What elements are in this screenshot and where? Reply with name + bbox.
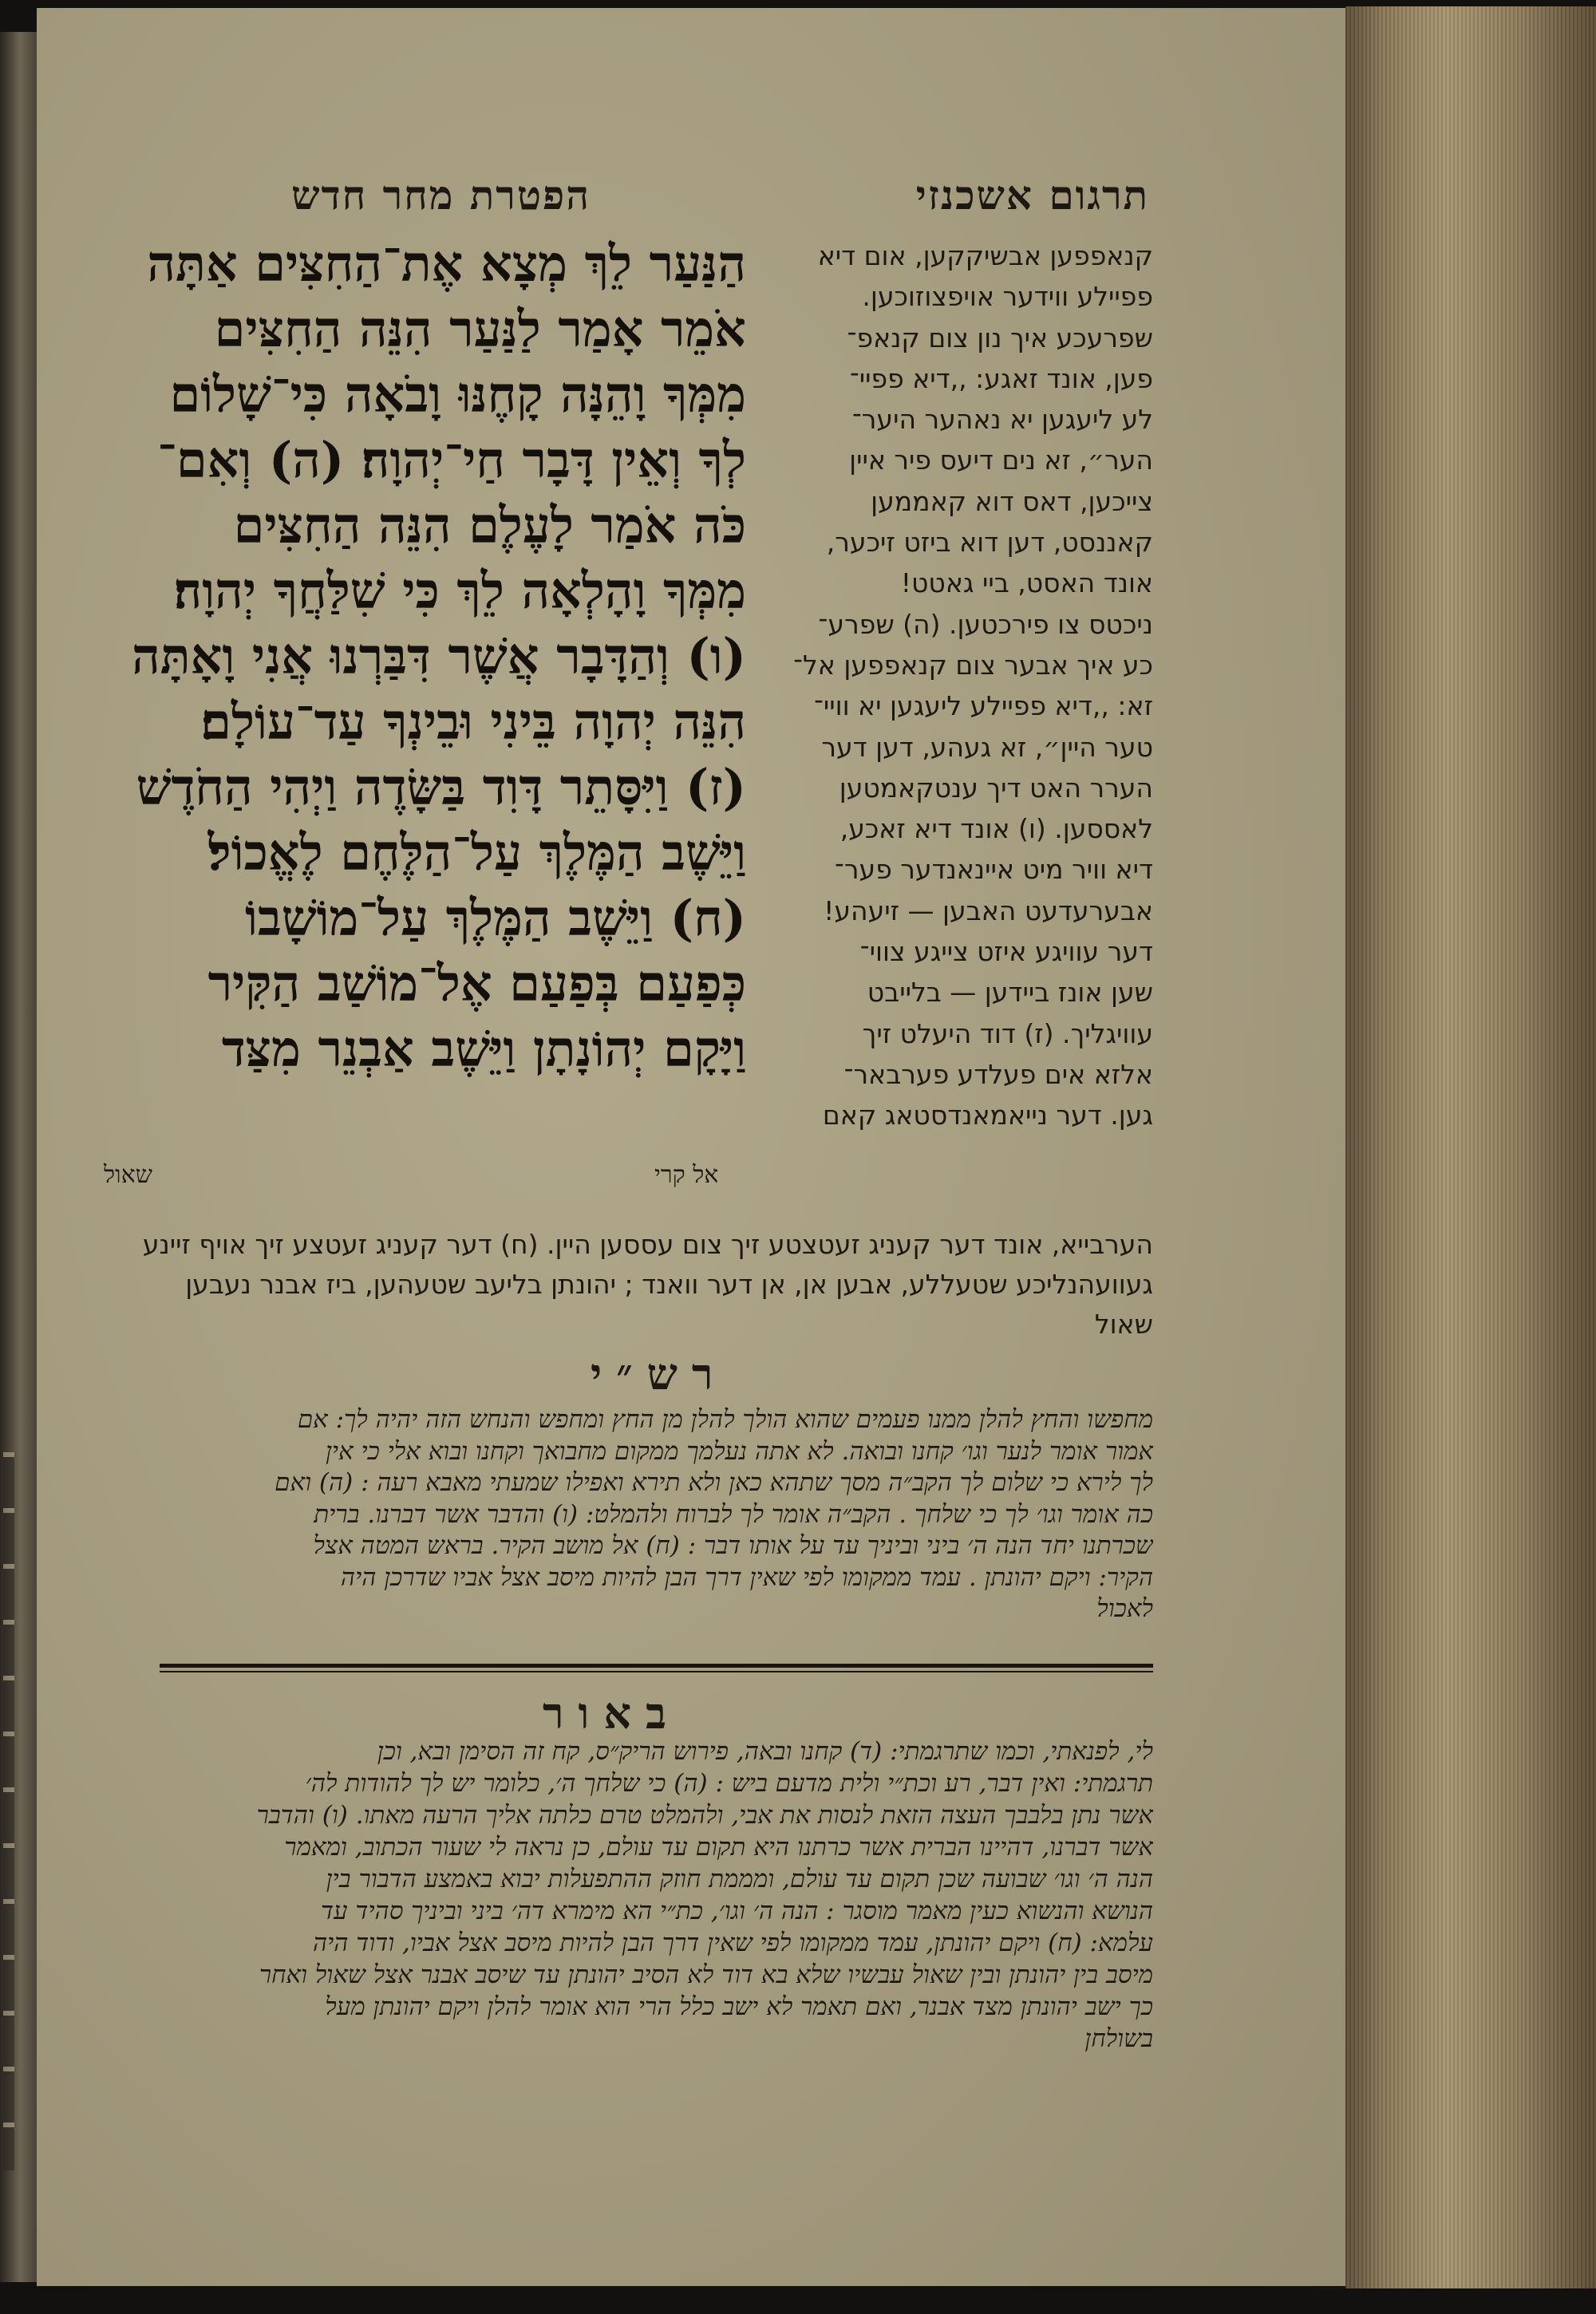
previous-page-text-fragment: [3, 1452, 14, 2170]
targum-line: כע איך אבער צום קנאפפען אל־: [793, 649, 1153, 681]
biur-commentary: [60, 1736, 1153, 2055]
rashi-line: שכרתנו יחד הנה ה׳ ביני וביניך עד על אותו דבר : (ח) אל מושב הקיר. בראש המטה אצל: [313, 1531, 1153, 1560]
targum-line: שפרעכע איך נון צום קנאפ־: [847, 322, 1153, 353]
verse-line: וַיֵּשֶׁב הַמֶּלֶךְ עַל־הַלֶּחֶם לֶאֱכוֹל׃: [207, 823, 746, 882]
rashi-line: לאכול: [1096, 1594, 1153, 1623]
targum-line: לאססען. (ו) אונד דיא זאכע,: [839, 813, 1153, 845]
verse-line: כְּפַעַם בְּפַעַם אֶל־מוֹשַׁב הַקִּיר: [207, 954, 746, 1013]
biur-line: הנה ה׳ וגו׳ שבועה שכן תקום עד עולם, ומממת חוזק ההתפעלות יבוא באמצע הדבור בין: [326, 1865, 1153, 1893]
verse-line: (ז) וַיִּסָּתֵר דָּוִד בַּשָּׂדֶה וַיְהִי הַחֹדֶשׁ: [136, 758, 746, 816]
targum-line: אבערעדעט האבען — זיעהע!: [824, 894, 1153, 926]
biur-line: עלמא: (ח) ויקם יהונתן, עמד ממקומו לפי שאין דרך הבן להיות מיסב אצל אביו, ודוד היה: [312, 1929, 1153, 1957]
rashi-line: מחפשו והחץ להלן ממנו פעמים שהוא הולך להלן מן החץ ומחפש והנחש הזה יהיה לך: אם: [297, 1405, 1153, 1434]
page-leaves: [1345, 6, 1596, 2288]
targum-wide-line: הערבייא, אונד דער קעניג זעטצטע זיך צום עססען היין. (ח) דער קעניג זעטצע זיך אויף זיינע: [142, 1229, 1153, 1260]
previous-page-edge: [0, 32, 37, 2282]
targum-line: טער היין״, זא געהע, דען דער: [821, 731, 1153, 763]
verse-line: הִנֵּה יְהוָה בֵּינִי וּבֵינְךָ עַד־עוֹלָם׃: [200, 693, 746, 751]
targum-wide-line: געוועהנליכע שטעללע, אבען אן, אן דער וואנד ; יהונתן בליעב שטעהען, ביז אבנר נעבען: [185, 1269, 1153, 1300]
targum-line: הערר האט דיך ענטקאמטען: [839, 772, 1153, 804]
targum-line: פען, אונד זאגע: ,,דיא פפיי־: [849, 362, 1153, 394]
rashi-line: אמור אומר לנער וגו׳ קחנו ובואה. לא אתה נעלמך ממקום מחבואך וקחנו ובוא אלי כי אין: [325, 1436, 1153, 1466]
rashi-line: כה אומר וגו׳ לך כי שלחך . הקב״ה אומר לך לברוח ולהמלט: (ו) והדבר אשר דברנו. ברית: [314, 1499, 1153, 1529]
targum-line: עוויגליך. (ז) דוד היעלט זיך: [862, 1017, 1153, 1049]
section-divider-thin: [160, 1671, 1153, 1672]
targum-line: אלזא אים פעלדע פערבאר־: [843, 1058, 1153, 1090]
section-divider-thick: [160, 1664, 1153, 1668]
verse-line: מִמְּךָ וָהָלְאָה לֵךְ כִּי שִׁלַּחֲךָ יְהוָה׃: [173, 562, 746, 620]
verse-line: הַנַּעַר לֵךְ מְצָא אֶת־הַחִצִּים אַתָּה: [147, 235, 746, 293]
targum-wide-line: שאול: [1094, 1309, 1153, 1340]
targum-line: זא: ,,דיא פפיילע ליעגען יא וויי־: [813, 690, 1153, 722]
book-fore-edge: [1345, 6, 1596, 2288]
targum-line: הער״, זא נים דיעס פיר איין: [849, 444, 1153, 476]
biur-line: בשולחן: [1084, 2024, 1153, 2053]
targum-line: שען אונז ביידען — בלייבט: [867, 977, 1153, 1009]
verse-line: מִמְּךָ וָהֵנָּה קָחֶנּוּ וָבֹאָה כִּי־שָׁלוֹם: [169, 365, 746, 424]
biur-heading: באור: [543, 1688, 681, 1739]
biur-line: אשר דברנו, דהיינו הברית אשר כרתנו היא תקום עד עולם, כן נראה לי שעור הכתוב, ומאמר: [284, 1833, 1153, 1862]
verse-line: אֹמֵר אָמַר לַנַּעַר הִנֵּה הַחִצִּים: [214, 300, 746, 358]
running-header-targum: תרגום אשכנזי: [915, 172, 1149, 219]
rashi-line: הקיר: ויקם יהונתן . עמד ממקומו לפי שאין דרך הבן להיות מיסב אצל אביו שדרכן היה: [340, 1562, 1153, 1592]
targum-line: דיא וויר מיט איינאנדער פער־: [835, 854, 1153, 886]
targum-line: ניכטס צו פירכטען. (ה) שפרע־: [818, 608, 1153, 640]
targum-continuation: [60, 1225, 1153, 1345]
targum-line: אונד האסט, ביי גאטט!: [900, 567, 1153, 599]
haftarah-text-column: [60, 231, 746, 1082]
targum-line: לע ליעגען יא נאהער היער־: [851, 404, 1153, 436]
qere-note-shaul: שאול: [104, 1161, 152, 1189]
verse-line: לְךָ וְאֵין דָּבָר חַי־יְהוָה׃ (ה) וְאִם־: [157, 431, 746, 489]
rashi-commentary: [60, 1404, 1153, 1625]
verse-line: וַיָּקָם יְהוֹנָתָן וַיֵּשֶׁב אַבְנֵר מִצַּד: [221, 1020, 746, 1078]
targum-line: דער עוויגע איזט צייגע צווי־: [859, 936, 1153, 968]
biur-line: מיסב בין יהונתן ובין שאול עבשיו שלא בא דוד לא הסיב יהונתן עד שיסב אבנר אצל שאול ואחר: [259, 1961, 1153, 1989]
targum-line: קאננסט, דען דוא ביזט זיכער,: [826, 527, 1153, 559]
rashi-line: לך לירא כי שלום לך הקב״ה מסך שתהא כאן ולא תירא ואפילו שמעתי מאבא רעה : (ה) ואם: [275, 1468, 1153, 1497]
targum-line: צייכען, דאס דוא קאממען: [871, 485, 1153, 517]
verse-line: (ו) וְהַדָּבָר אֲשֶׁר דִּבַּרְנוּ אֲנִי וָאָתָּה: [132, 627, 746, 685]
biur-line: הנושא והנשוא כעין מאמר מוסגר : הנה ה׳ וגו׳, כת״י הא מימרא דה׳ ביני וביניך סהיד עד: [321, 1897, 1153, 1925]
biur-line: תרגמתי: ואין דבר, רע וכת״י ולית מדעם ביש : (ה) כי שלחך ה׳, כלומר יש לך להודות לה׳: [305, 1769, 1153, 1798]
verse-line: (ח) וַיֵּשֶׁב הַמֶּלֶךְ עַל־מוֹשָׁבוֹ: [245, 889, 746, 947]
running-header-haftarah: הפטרת מחר חדש: [291, 172, 591, 219]
biur-line: כך ישב יהונתן מצד אבנר, ואם תאמר לא ישב כלל הרי הוא אומר להלן ויקם יהונתן מעל: [325, 1992, 1153, 2021]
rashi-heading: רש״י: [591, 1349, 728, 1400]
biur-line: לי, לפנאתי, וכמו שתרגמתי: (ד) קחנו ובאה, פירוש הריק״ס, קח זה הסימן ובא, וכן: [377, 1737, 1153, 1766]
targum-line: גען. דער נייאמאנדסטאג קאם: [822, 1100, 1153, 1131]
biur-line: אשר נתן בלבבך העצה הזאת לנסות את אבי, ולהמלט טרם כלתה אליך הרעה מאתו. (ו) והדבר: [256, 1801, 1153, 1830]
targum-line: קנאפפען אבשיקקען, אום דיא: [817, 240, 1153, 271]
targum-column: [778, 235, 1153, 1136]
qere-note: אל קרי: [654, 1161, 719, 1189]
verse-line: כֹּה אֹמַר לָעֶלֶם הִנֵּה הַחִצִּים: [233, 496, 746, 555]
targum-line: פפיילע ווידער אויפצוזוכען.: [862, 281, 1153, 313]
